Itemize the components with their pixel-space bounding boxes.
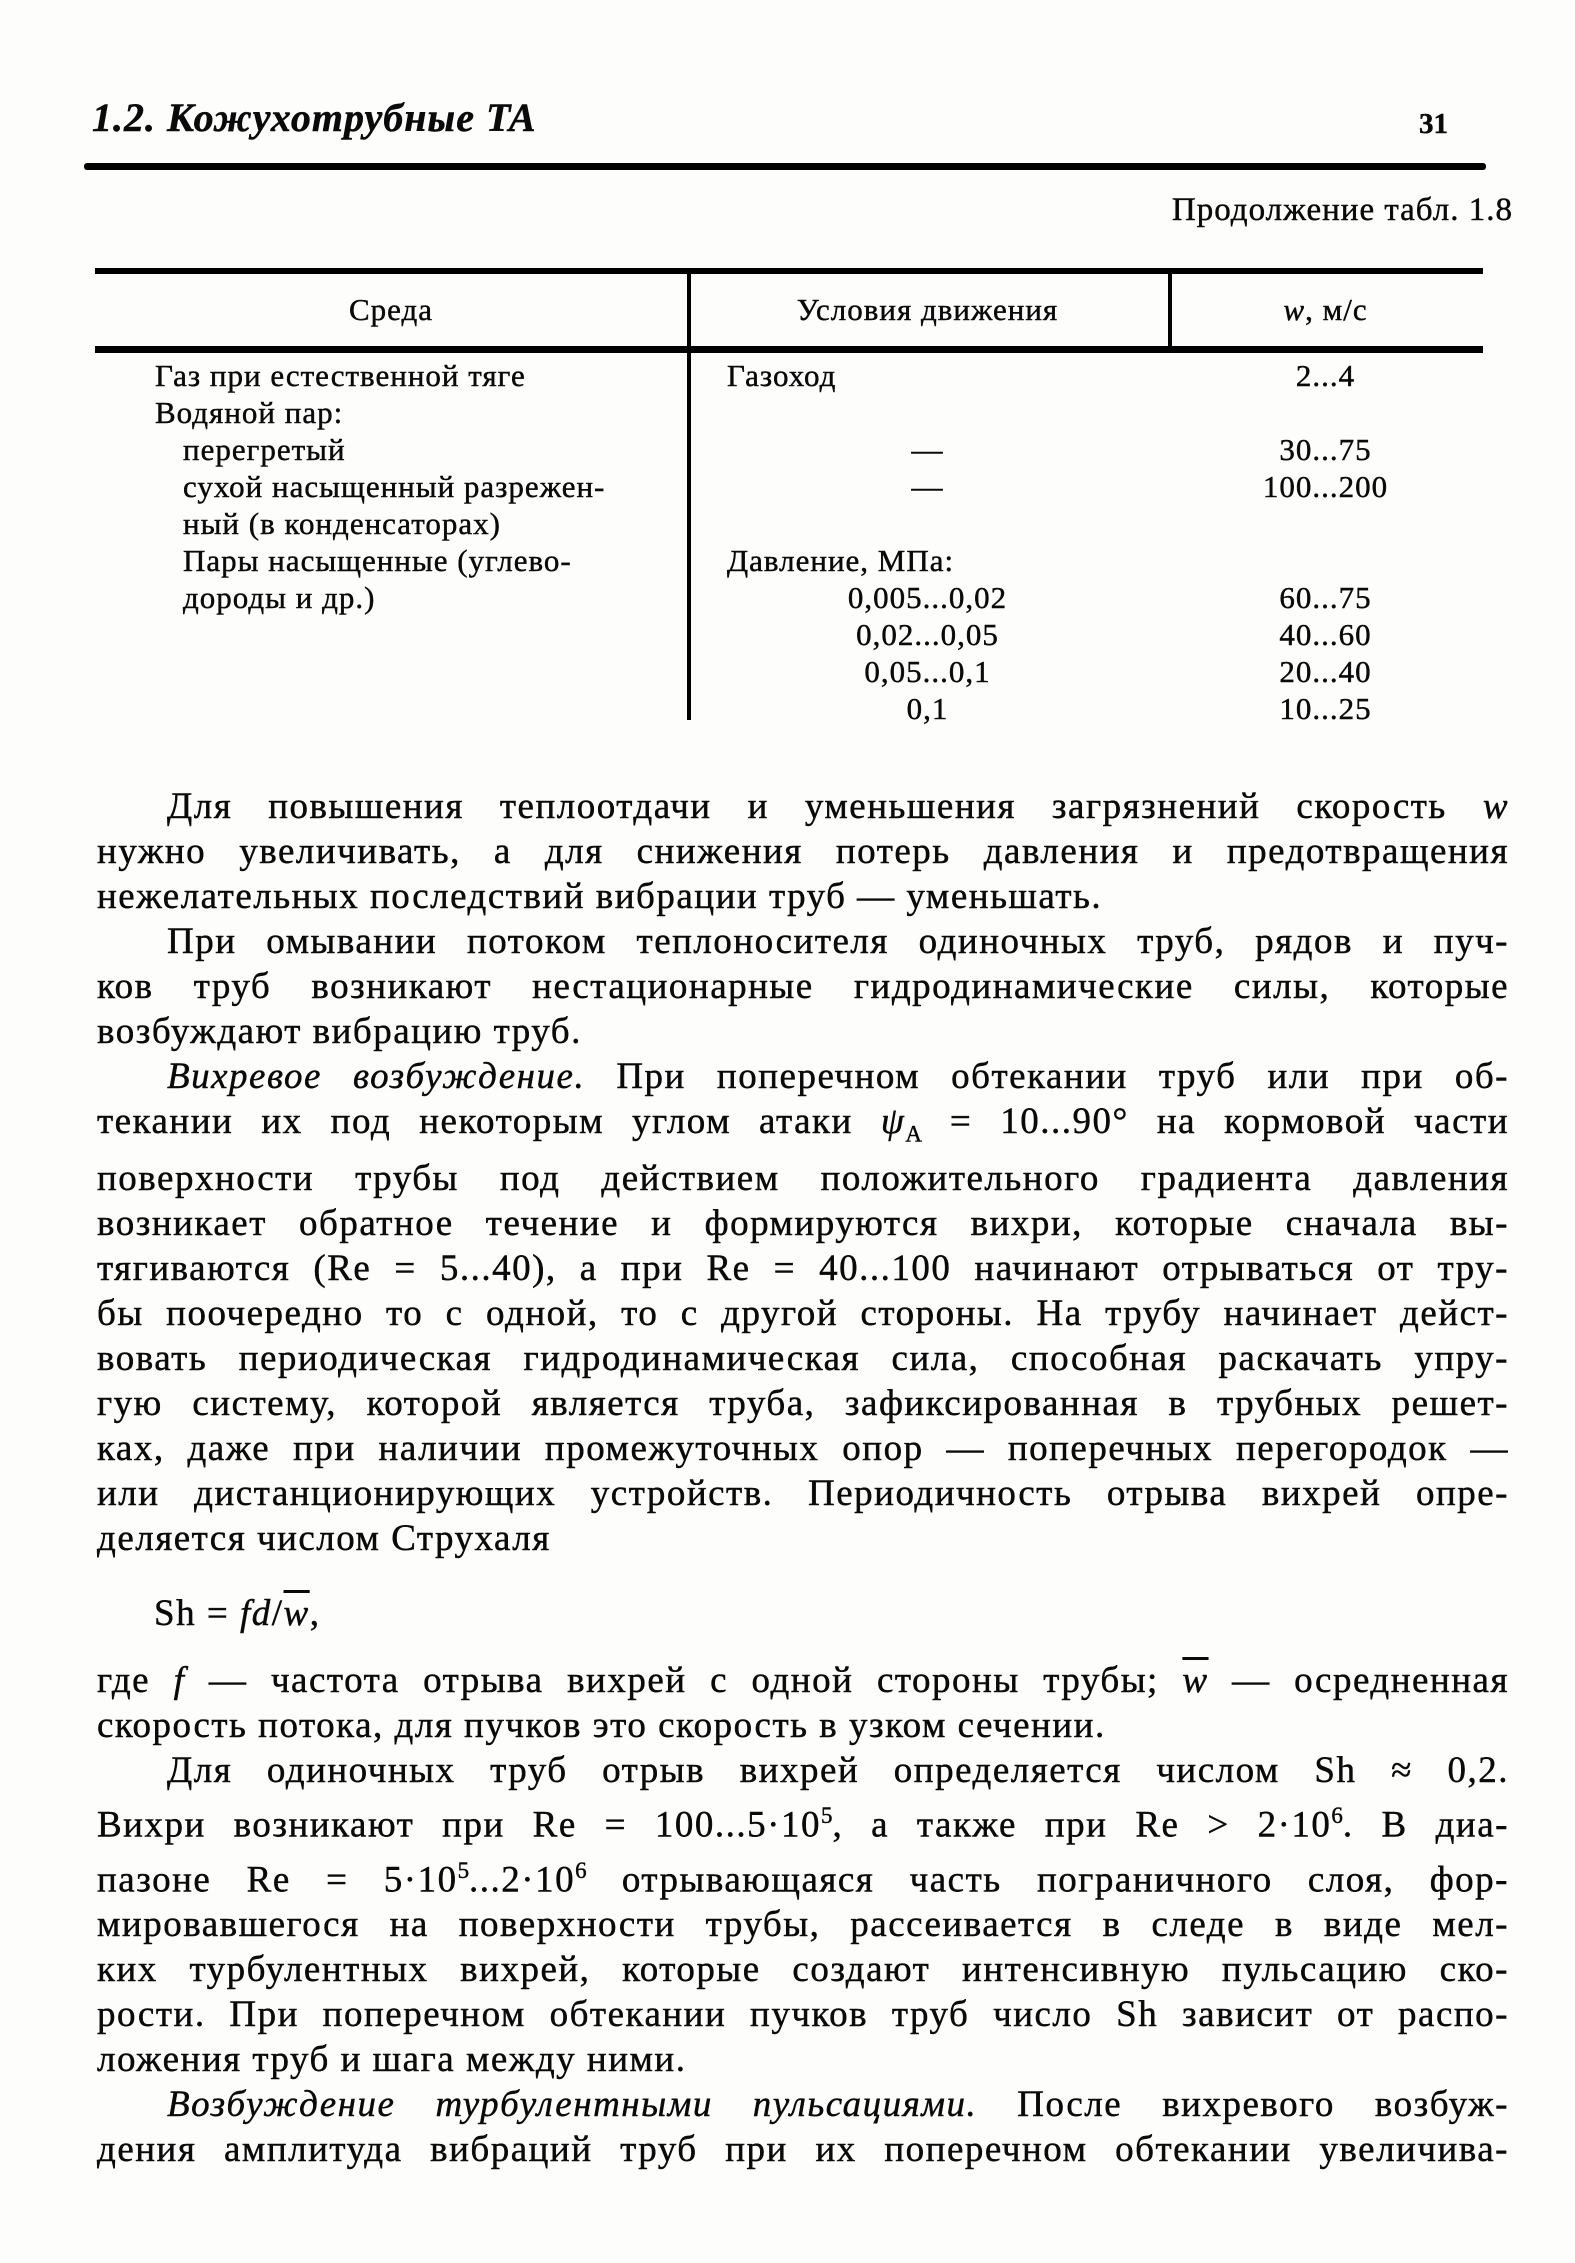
table-cell: 20...40 [1279, 654, 1372, 689]
table-cell: 10...25 [1279, 691, 1372, 726]
table-cell: 2...4 [1295, 358, 1356, 393]
text-segment: fd [239, 1593, 272, 1635]
text-segment: При омывании потоком теплоносителя одиночных труб, рядов и пуч- [167, 921, 1509, 962]
text-segment: возбуждают вибрацию труб. [97, 1011, 582, 1052]
text-line [97, 1703, 1509, 1748]
table-row [95, 431, 1483, 468]
text-segment: = 10...90° на кормовой части [921, 1101, 1509, 1142]
table-cell [1168, 542, 1483, 579]
paragraph [97, 784, 1509, 919]
table-cell: Газ при естественной тяге [155, 358, 526, 393]
text-segment: возникает обратное течение и формируются вихри, которые сначала вы- [97, 1203, 1509, 1245]
text-segment: При поперечном обтекании труб или при об- [585, 1056, 1509, 1097]
table-cell: 60...75 [1279, 580, 1372, 615]
table-caption: Продолжение табл. 1.8 [1171, 192, 1513, 228]
text-segment: . В диа- [1342, 1804, 1509, 1846]
text-segment: / [271, 1593, 284, 1635]
text-line [97, 874, 1509, 919]
text-segment: А [905, 1121, 922, 1147]
text-line [97, 1291, 1509, 1336]
text-segment: Вихревое возбуждение. [167, 1056, 586, 1097]
text-segment: где [97, 1660, 174, 1702]
text-line [97, 1054, 1509, 1099]
text-line [97, 1947, 1509, 1992]
text-segment: отрывающаяся часть пограничного слоя, фор- [586, 1859, 1509, 1901]
text-segment: , м/с [1305, 292, 1368, 327]
text-segment: 6 [575, 1857, 587, 1883]
text-segment: Вихри возникают при Re = 100...5·10 [97, 1804, 821, 1846]
text-line [97, 919, 1509, 964]
table-row [95, 542, 1483, 579]
text-segment: w [1482, 786, 1509, 827]
table-cell: 0,05...0,1 [864, 654, 991, 689]
text-segment: $\overline{w}$ [283, 1593, 310, 1635]
table-cell: 0,005...0,02 [847, 580, 1008, 615]
page-number: 31 [1419, 108, 1448, 140]
table-row [95, 394, 1483, 431]
text-segment: $\overline{w}$ [1182, 1660, 1209, 1702]
text-line [97, 1471, 1509, 1516]
text-segment: пазоне Re = 5·10 [97, 1859, 458, 1901]
text-segment: Условия движения [796, 292, 1059, 327]
table-cell: дороды и др.) [183, 580, 376, 615]
text-segment: текании их под некоторым углом атаки [97, 1101, 881, 1142]
text-segment: Для повышения теплоотдачи и уменьшения загрязнений скорость [167, 786, 1483, 827]
text-segment: — осредненная [1208, 1660, 1509, 1702]
table-cell: ный (в конденсаторах) [183, 506, 501, 541]
table-body [95, 357, 1483, 727]
text-segment: ких турбулентных вихрей, которые создают интенсивную пульсацию ско- [97, 1949, 1509, 1991]
text-segment: Возбуждение турбулентными пульсациями. [167, 2084, 978, 2126]
text-line [97, 2127, 1509, 2172]
formula [97, 1591, 1509, 1636]
text-segment: 5 [821, 1803, 833, 1829]
table-header-row [95, 274, 1483, 346]
text-segment: нужно увеличивать, а для снижения потерь давления и предотвращения [97, 831, 1509, 872]
table-row [95, 653, 1483, 690]
text-segment: ках, даже при наличии промежуточных опор — поперечных перегородок — [97, 1428, 1509, 1470]
text-segment: w [1283, 292, 1306, 327]
text-segment: — частота отрыва вихрей с одной стороны трубы; [185, 1660, 1183, 1702]
text-line [97, 1201, 1509, 1246]
text-segment: вовать периодическая гидродинамическая сила, способная раскачать упру- [97, 1338, 1509, 1380]
table-cell: 30...75 [1279, 432, 1372, 467]
table-row [95, 357, 1483, 394]
text-line [97, 1992, 1509, 2037]
table-cell: 100...200 [1262, 469, 1389, 504]
paragraph [97, 1054, 1509, 1561]
text-segment: деляется числом Струхаля [97, 1518, 551, 1560]
text-segment: f [173, 1660, 186, 1702]
text-line [97, 1099, 1509, 1156]
text-segment: После вихревого возбуж- [977, 2084, 1510, 2126]
text-line [97, 2082, 1509, 2127]
column-header [687, 292, 1168, 328]
table-cell: перегретый [183, 432, 346, 467]
column-divider [1168, 268, 1172, 353]
text-line [97, 1902, 1509, 1947]
text-line [97, 1009, 1509, 1054]
table-cell: сухой насыщенный разрежен- [183, 469, 606, 504]
body-text [97, 784, 1509, 2172]
table-cell [687, 505, 1168, 542]
column-divider [687, 268, 691, 720]
table-cell [95, 690, 687, 727]
text-segment: дения амплитуда вибраций труб при их поперечном обтекании увеличива- [97, 2129, 1509, 2171]
head-rule [84, 163, 1486, 170]
section-title: 1.2. Кожухотрубные ТА [92, 95, 537, 140]
data-table [95, 268, 1483, 738]
text-segment: Среда [348, 292, 434, 327]
text-line [97, 829, 1509, 874]
text-segment: 5 [457, 1857, 470, 1883]
text-segment: или дистанционирующих устройств. Периодичность отрыва вихрей опре- [97, 1473, 1509, 1515]
table-row [95, 616, 1483, 653]
paragraph [97, 1658, 1509, 1748]
text-segment: скорость потока, для пучков это скорость в узком сечении. [97, 1705, 1106, 1747]
paragraph [97, 1748, 1509, 2082]
text-segment: ψ [880, 1101, 906, 1142]
table-cell: Водяной пар: [155, 395, 344, 430]
text-line [97, 1658, 1509, 1703]
text-segment: , а также при Re > 2·10 [832, 1804, 1332, 1846]
text-line [97, 2037, 1509, 2082]
text-line [97, 1748, 1509, 1793]
table-cell [1168, 505, 1483, 542]
text-line [97, 1516, 1509, 1561]
text-segment: гую систему, которой является труба, зафиксированная в трубных решет- [97, 1383, 1509, 1425]
text-segment: поверхности трубы под действием положительного градиента давления [97, 1158, 1509, 1200]
text-line [97, 964, 1509, 1009]
table-cell: — [911, 469, 944, 504]
table-row [95, 505, 1483, 542]
paragraph [97, 919, 1509, 1054]
column-header [1168, 292, 1483, 328]
running-head [92, 94, 1510, 141]
text-line [97, 1246, 1509, 1291]
paragraph [97, 2082, 1509, 2172]
table-cell: 0,1 [906, 691, 949, 726]
text-segment: , [309, 1593, 321, 1635]
text-line [97, 1793, 1509, 1847]
table-cell: 0,02...0,05 [856, 617, 999, 652]
text-segment: нежелательных последствий вибрации труб — уменьшать. [97, 876, 1103, 917]
table-header-rule [95, 346, 1483, 353]
table-cell [95, 616, 687, 653]
text-segment: рости. При поперечном обтекании пучков труб число Sh зависит от распо- [97, 1994, 1509, 2036]
text-segment: тягиваются (Re = 5...40), а при Re = 40...100 начинают отрываться от тру- [97, 1248, 1509, 1290]
table-cell: Давление, МПа: [727, 543, 955, 578]
text-line [97, 1381, 1509, 1426]
table-cell: 40...60 [1279, 617, 1372, 652]
text-segment: Sh = [154, 1593, 240, 1635]
text-line [97, 784, 1509, 829]
text-line [97, 1848, 1509, 1902]
text-segment: ложения труб и шага между ними. [97, 2039, 687, 2081]
text-line [97, 1426, 1509, 1471]
text-segment: 6 [1331, 1803, 1343, 1829]
table-row [95, 690, 1483, 727]
table-cell: — [911, 432, 944, 467]
text-line [97, 1591, 1509, 1636]
text-line [97, 1336, 1509, 1381]
table-cell [1168, 394, 1483, 431]
text-segment: ков труб возникают нестационарные гидродинамические силы, которые [97, 966, 1509, 1007]
text-segment: Для одиночных труб отрыв вихрей определяется числом Sh ≈ 0,2. [167, 1750, 1509, 1792]
column-header [95, 292, 687, 328]
text-segment: ...2·10 [469, 1859, 576, 1901]
table-cell: Пары насыщенные (углево- [183, 543, 572, 578]
text-segment: бы поочередно то с одной, то с другой стороны. На трубу начинает дейст- [97, 1293, 1509, 1335]
text-segment: мировавшегося на поверхности трубы, рассеивается в следе в виде мел- [97, 1904, 1509, 1946]
table-row [95, 579, 1483, 616]
table-row [95, 468, 1483, 505]
table-cell: Газоход [727, 358, 837, 393]
text-line [97, 1156, 1509, 1201]
table-cell [95, 653, 687, 690]
table-cell [687, 394, 1168, 431]
